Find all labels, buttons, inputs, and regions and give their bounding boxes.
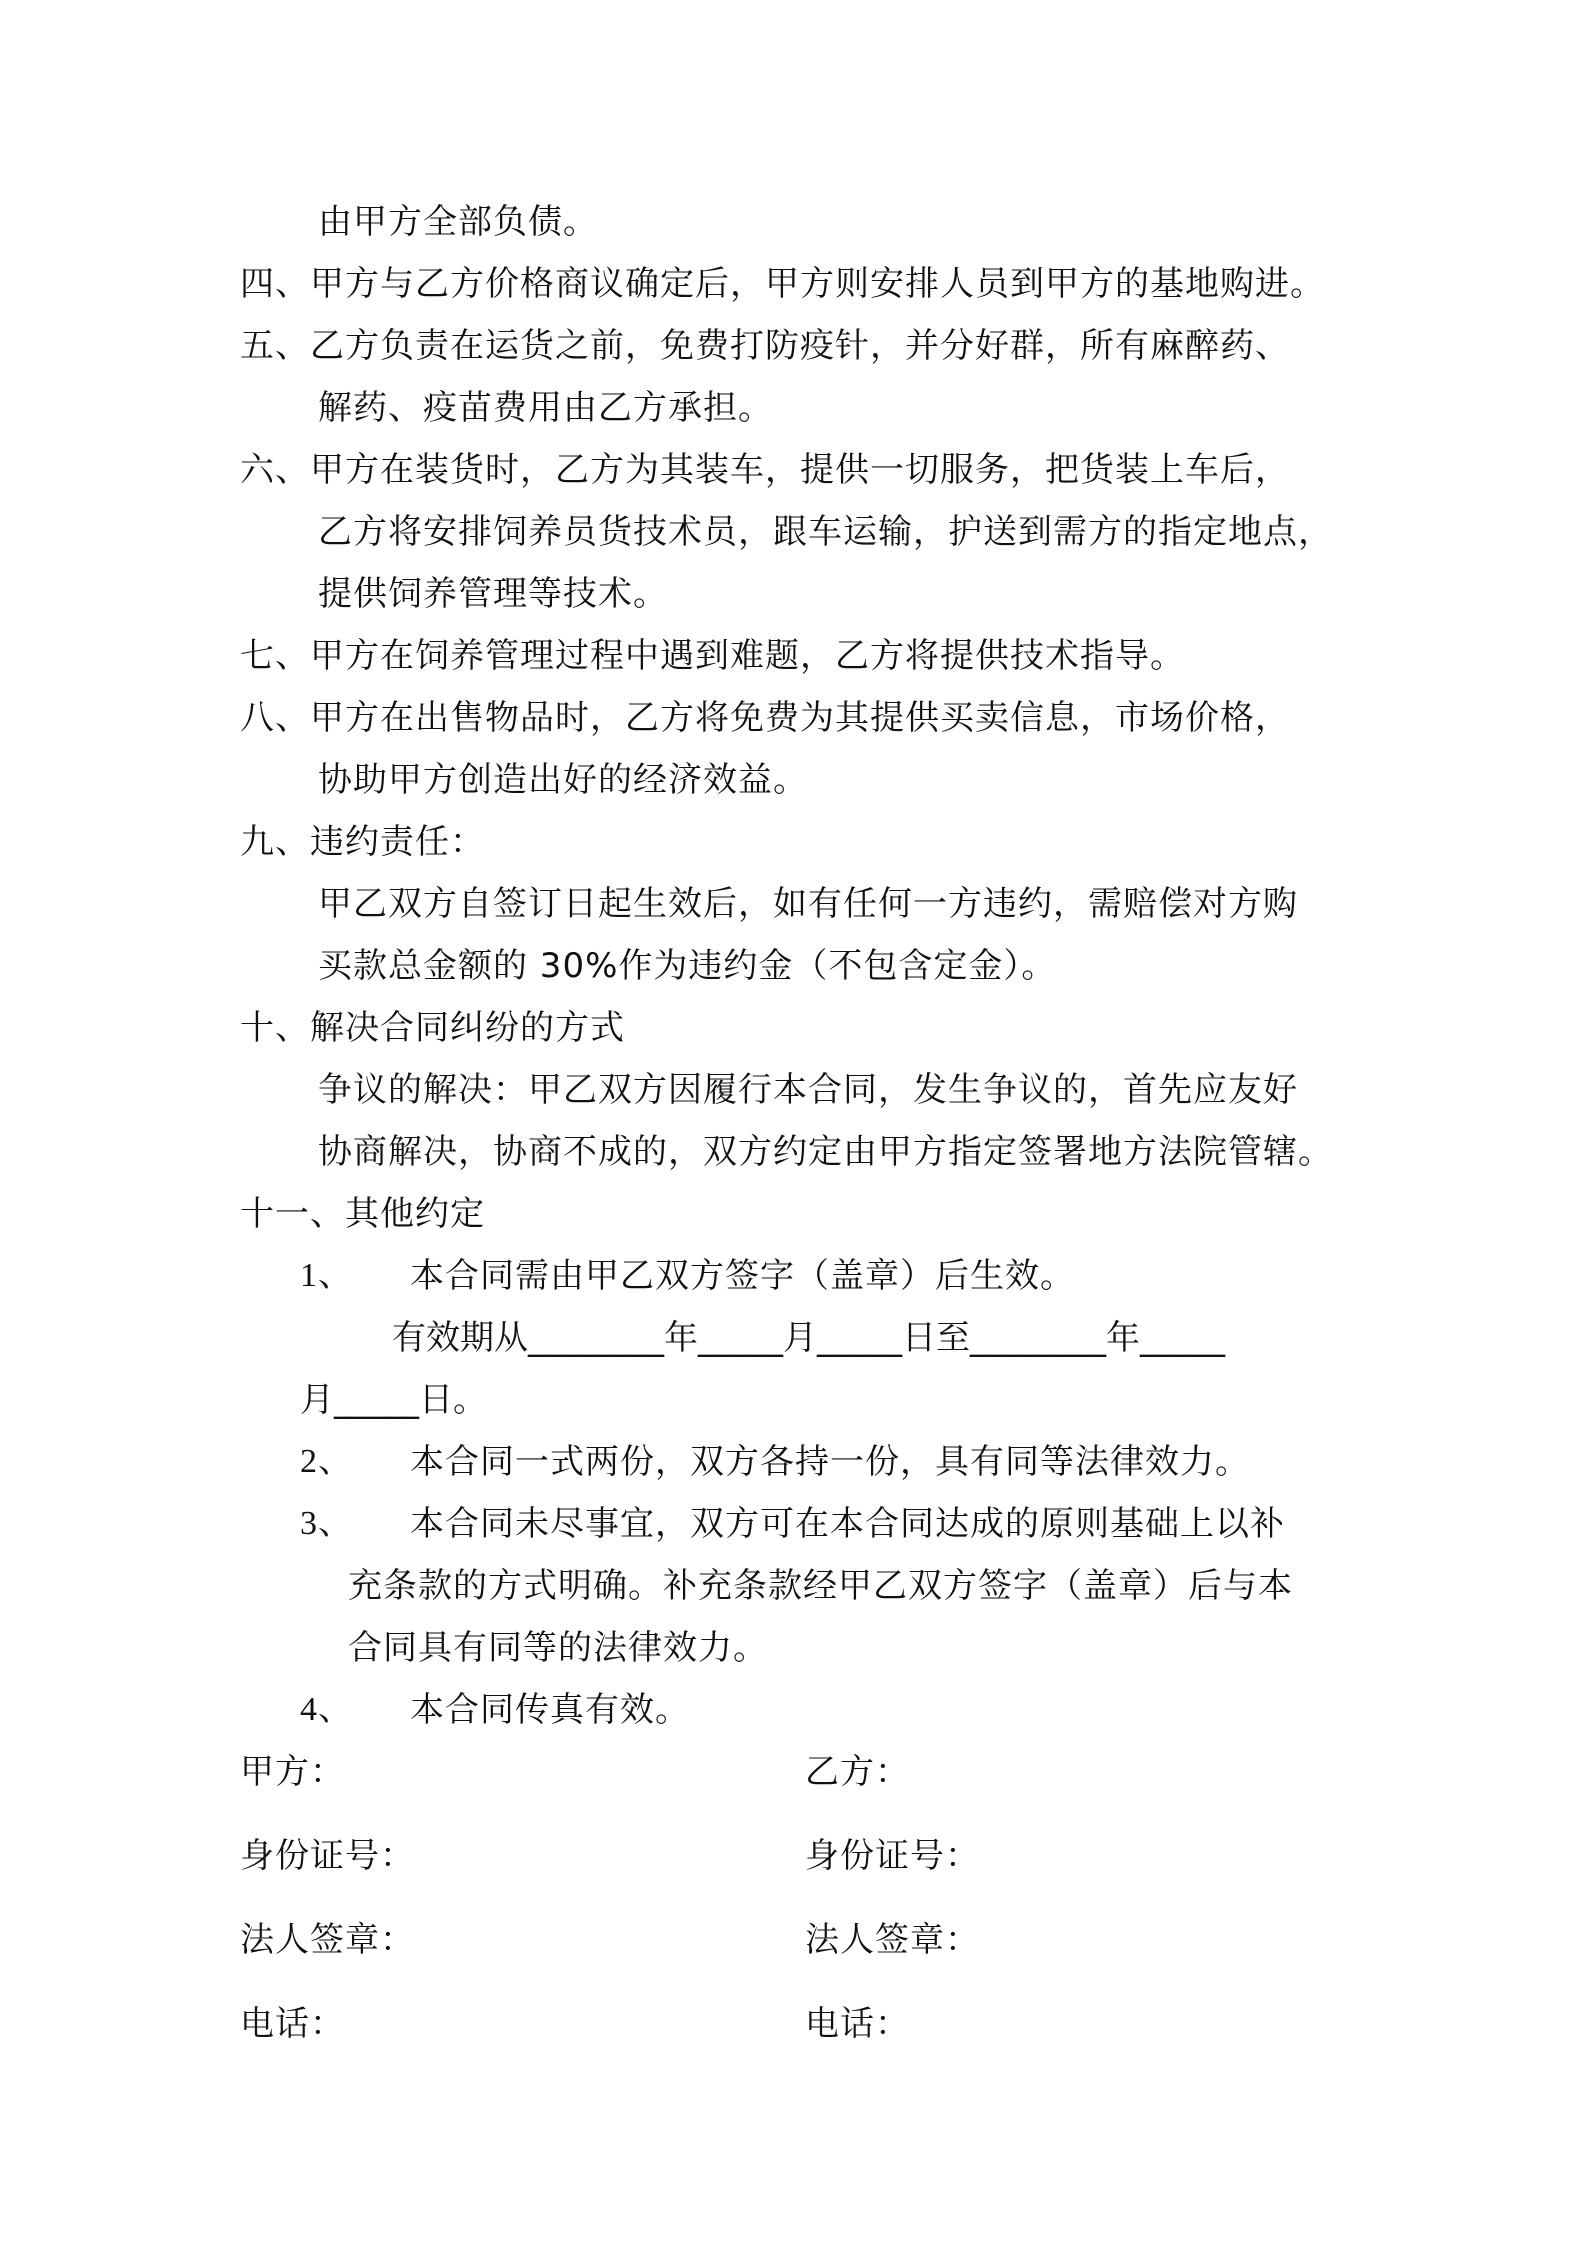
clause-5-line-1: 五、乙方负责在运货之前，免费打防疫针，并分好群，所有麻醉药、 (240, 326, 1290, 366)
clause-10-title: 十、解决合同纠纷的方式 (240, 1008, 625, 1048)
item-2-number: 2、 (300, 1443, 353, 1480)
clause-6-line-2: 乙方将安排饲养员货技术员，跟车运输，护送到需方的指定地点， (318, 512, 1333, 552)
clause-11-title: 十一、其他约定 (240, 1194, 485, 1234)
validity-period-line-1: 有效期从________年_____月_____日至________年_____ (392, 1318, 1225, 1358)
clause-3-continuation: 由甲方全部负债。 (318, 202, 598, 242)
clause-8-line-1: 八、甲方在出售物品时，乙方将免费为其提供买卖信息，市场价格， (240, 698, 1290, 738)
clause-9-line-1: 甲乙双方自签订日起生效后，如有任何一方违约，需赔偿对方购 (318, 884, 1298, 924)
item-3-line-2: 充条款的方式明确。补充条款经甲乙双方签字（盖章）后与本 (348, 1566, 1293, 1606)
clause-10-line-1: 争议的解决：甲乙双方因履行本合同，发生争议的，首先应友好 (318, 1070, 1298, 1110)
item-4-number: 4、 (300, 1691, 353, 1728)
clause-10-line-2: 协商解决，协商不成的，双方约定由甲方指定签署地方法院管辖。 (318, 1132, 1333, 1172)
item-3-text: 本合同未尽事宜，双方可在本合同达成的原则基础上以补 (410, 1504, 1285, 1544)
item-1-number: 1、 (300, 1257, 353, 1294)
clause-4: 四、甲方与乙方价格商议确定后，甲方则安排人员到甲方的基地购进。 (240, 264, 1325, 304)
item-3-number: 3、 (300, 1505, 353, 1542)
clause-6-line-3: 提供饲养管理等技术。 (318, 574, 668, 614)
party-a-seal-label: 法人签章： (240, 1920, 415, 1960)
clause-6-line-1: 六、甲方在装货时，乙方为其装车，提供一切服务，把货装上车后， (240, 450, 1290, 490)
clause-9-title: 九、违约责任： (240, 822, 485, 862)
party-b-id-label: 身份证号： (805, 1836, 980, 1876)
clause-9-line-2: 买款总金额的 30%作为违约金（不包含定金）。 (318, 946, 1057, 986)
party-b-label: 乙方： (805, 1752, 910, 1792)
item-1-text: 本合同需由甲乙双方签字（盖章）后生效。 (410, 1256, 1075, 1296)
validity-period-line-2: 月_____日。 (300, 1380, 487, 1420)
clause-5-line-2: 解药、疫苗费用由乙方承担。 (318, 388, 773, 428)
item-4-text: 本合同传真有效。 (410, 1690, 690, 1730)
clause-7: 七、甲方在饲养管理过程中遇到难题，乙方将提供技术指导。 (240, 636, 1185, 676)
party-a-label: 甲方： (240, 1752, 345, 1792)
party-a-phone-label: 电话： (240, 2004, 345, 2044)
party-a-id-label: 身份证号： (240, 1836, 415, 1876)
clause-8-line-2: 协助甲方创造出好的经济效益。 (318, 760, 808, 800)
item-3-line-3: 合同具有同等的法律效力。 (348, 1628, 768, 1668)
party-b-seal-label: 法人签章： (805, 1920, 980, 1960)
party-b-phone-label: 电话： (805, 2004, 910, 2044)
item-2-text: 本合同一式两份，双方各持一份，具有同等法律效力。 (410, 1442, 1250, 1482)
